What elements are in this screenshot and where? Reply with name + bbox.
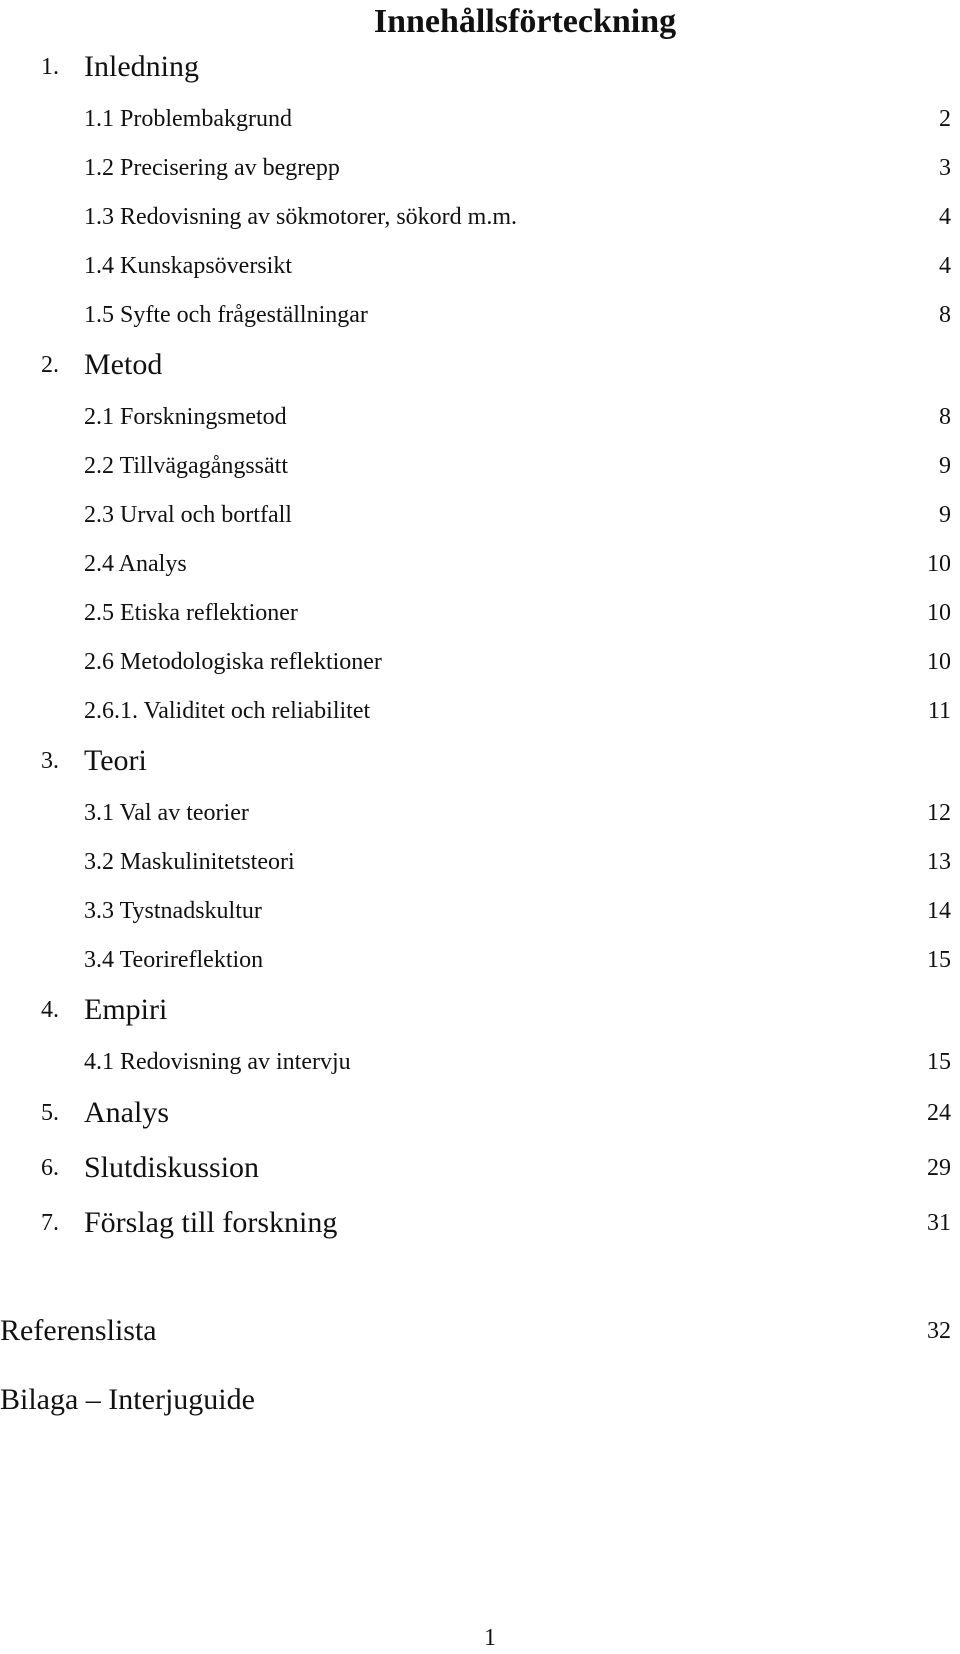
section-page: 9 xyxy=(939,502,951,528)
toc-section[interactable] xyxy=(0,842,960,882)
toc-back-matter[interactable] xyxy=(0,1311,960,1351)
chapter-title: Teori xyxy=(84,744,147,777)
toc-section[interactable] xyxy=(0,793,960,833)
section-page: 14 xyxy=(927,898,951,924)
section-title: 1.3 Redovisning av sökmotorer, sökord m.m. xyxy=(84,204,518,230)
chapter-title: Metod xyxy=(84,348,163,381)
toc-section[interactable] xyxy=(0,197,960,237)
section-title: 1.4 Kunskapsöversikt xyxy=(84,253,292,279)
section-title: 3.3 Tystnadskultur xyxy=(84,898,262,924)
toc-chapter[interactable] xyxy=(0,47,960,87)
chapter-title: Inledning xyxy=(84,50,199,83)
toc-section[interactable] xyxy=(0,446,960,486)
section-page: 13 xyxy=(927,849,951,875)
section-title: 2.1 Forskningsmetod xyxy=(84,404,287,430)
toc-section[interactable] xyxy=(0,99,960,139)
section-page: 12 xyxy=(927,800,951,826)
section-page: 11 xyxy=(927,698,951,724)
section-page: 3 xyxy=(939,155,951,181)
chapter-title: Förslag till forskning xyxy=(84,1206,338,1239)
chapter-number: 5. xyxy=(41,1100,59,1126)
toc-section[interactable] xyxy=(0,691,960,731)
section-page: 8 xyxy=(939,302,951,328)
toc-section[interactable] xyxy=(0,544,960,584)
toc-chapter[interactable] xyxy=(0,1148,960,1188)
section-title: 1.5 Syfte och frågeställningar xyxy=(84,302,368,328)
section-page: 10 xyxy=(927,600,951,626)
toc-chapter[interactable] xyxy=(0,1093,960,1133)
chapter-title: Slutdiskussion xyxy=(84,1151,260,1184)
back-matter-title: Referenslista xyxy=(0,1314,157,1347)
page-number: 1 xyxy=(484,1625,496,1651)
section-title: 2.6.1. Validitet och reliabilitet xyxy=(84,698,371,724)
toc-chapter[interactable] xyxy=(0,990,960,1030)
section-title: 4.1 Redovisning av intervju xyxy=(84,1049,351,1075)
page-title: Innehållsförteckning xyxy=(373,3,677,40)
section-page: 15 xyxy=(927,1049,951,1075)
toc-chapter[interactable] xyxy=(0,741,960,781)
chapter-number: 6. xyxy=(41,1155,59,1181)
back-matter-page: 32 xyxy=(927,1318,951,1344)
chapter-title: Analys xyxy=(84,1096,169,1129)
chapter-page: 31 xyxy=(927,1210,951,1236)
chapter-number: 2. xyxy=(41,352,59,378)
toc-section[interactable] xyxy=(0,397,960,437)
chapter-number: 7. xyxy=(41,1210,59,1236)
toc-section[interactable] xyxy=(0,940,960,980)
section-page: 8 xyxy=(939,404,951,430)
section-page: 15 xyxy=(927,947,951,973)
section-title: 1.2 Precisering av begrepp xyxy=(84,155,340,181)
toc-section[interactable] xyxy=(0,246,960,286)
section-title: 2.2 Tillvägagångssätt xyxy=(84,453,289,479)
section-title: 2.4 Analys xyxy=(84,551,187,577)
toc-section[interactable] xyxy=(0,891,960,931)
toc-section[interactable] xyxy=(0,295,960,335)
toc-section[interactable] xyxy=(0,1042,960,1082)
toc-section[interactable] xyxy=(0,593,960,633)
section-title: 2.6 Metodologiska reflektioner xyxy=(84,649,382,675)
section-title: 1.1 Problembakgrund xyxy=(84,106,292,132)
section-page: 4 xyxy=(939,204,951,230)
section-page: 9 xyxy=(939,453,951,479)
section-title: 2.5 Etiska reflektioner xyxy=(84,600,298,626)
chapter-number: 4. xyxy=(41,997,59,1023)
section-title: 3.4 Teorireflektion xyxy=(84,947,264,973)
section-page: 10 xyxy=(927,551,951,577)
toc-chapter[interactable] xyxy=(0,1203,960,1243)
toc-section[interactable] xyxy=(0,495,960,535)
section-page: 4 xyxy=(939,253,951,279)
back-matter-title: Bilaga – Interjuguide xyxy=(0,1383,255,1416)
toc-section[interactable] xyxy=(0,642,960,682)
section-title: 2.3 Urval och bortfall xyxy=(84,502,292,528)
section-page: 2 xyxy=(939,106,951,132)
section-page: 10 xyxy=(927,649,951,675)
chapter-page: 29 xyxy=(927,1155,951,1181)
chapter-number: 1. xyxy=(41,54,59,80)
toc-section[interactable] xyxy=(0,148,960,188)
toc-back-matter[interactable] xyxy=(0,1380,960,1420)
section-title: 3.2 Maskulinitetsteori xyxy=(84,849,295,875)
chapter-number: 3. xyxy=(41,748,59,774)
chapter-title: Empiri xyxy=(84,993,168,1026)
toc-chapter[interactable] xyxy=(0,345,960,385)
chapter-page: 24 xyxy=(927,1100,951,1126)
section-title: 3.1 Val av teorier xyxy=(84,800,249,826)
